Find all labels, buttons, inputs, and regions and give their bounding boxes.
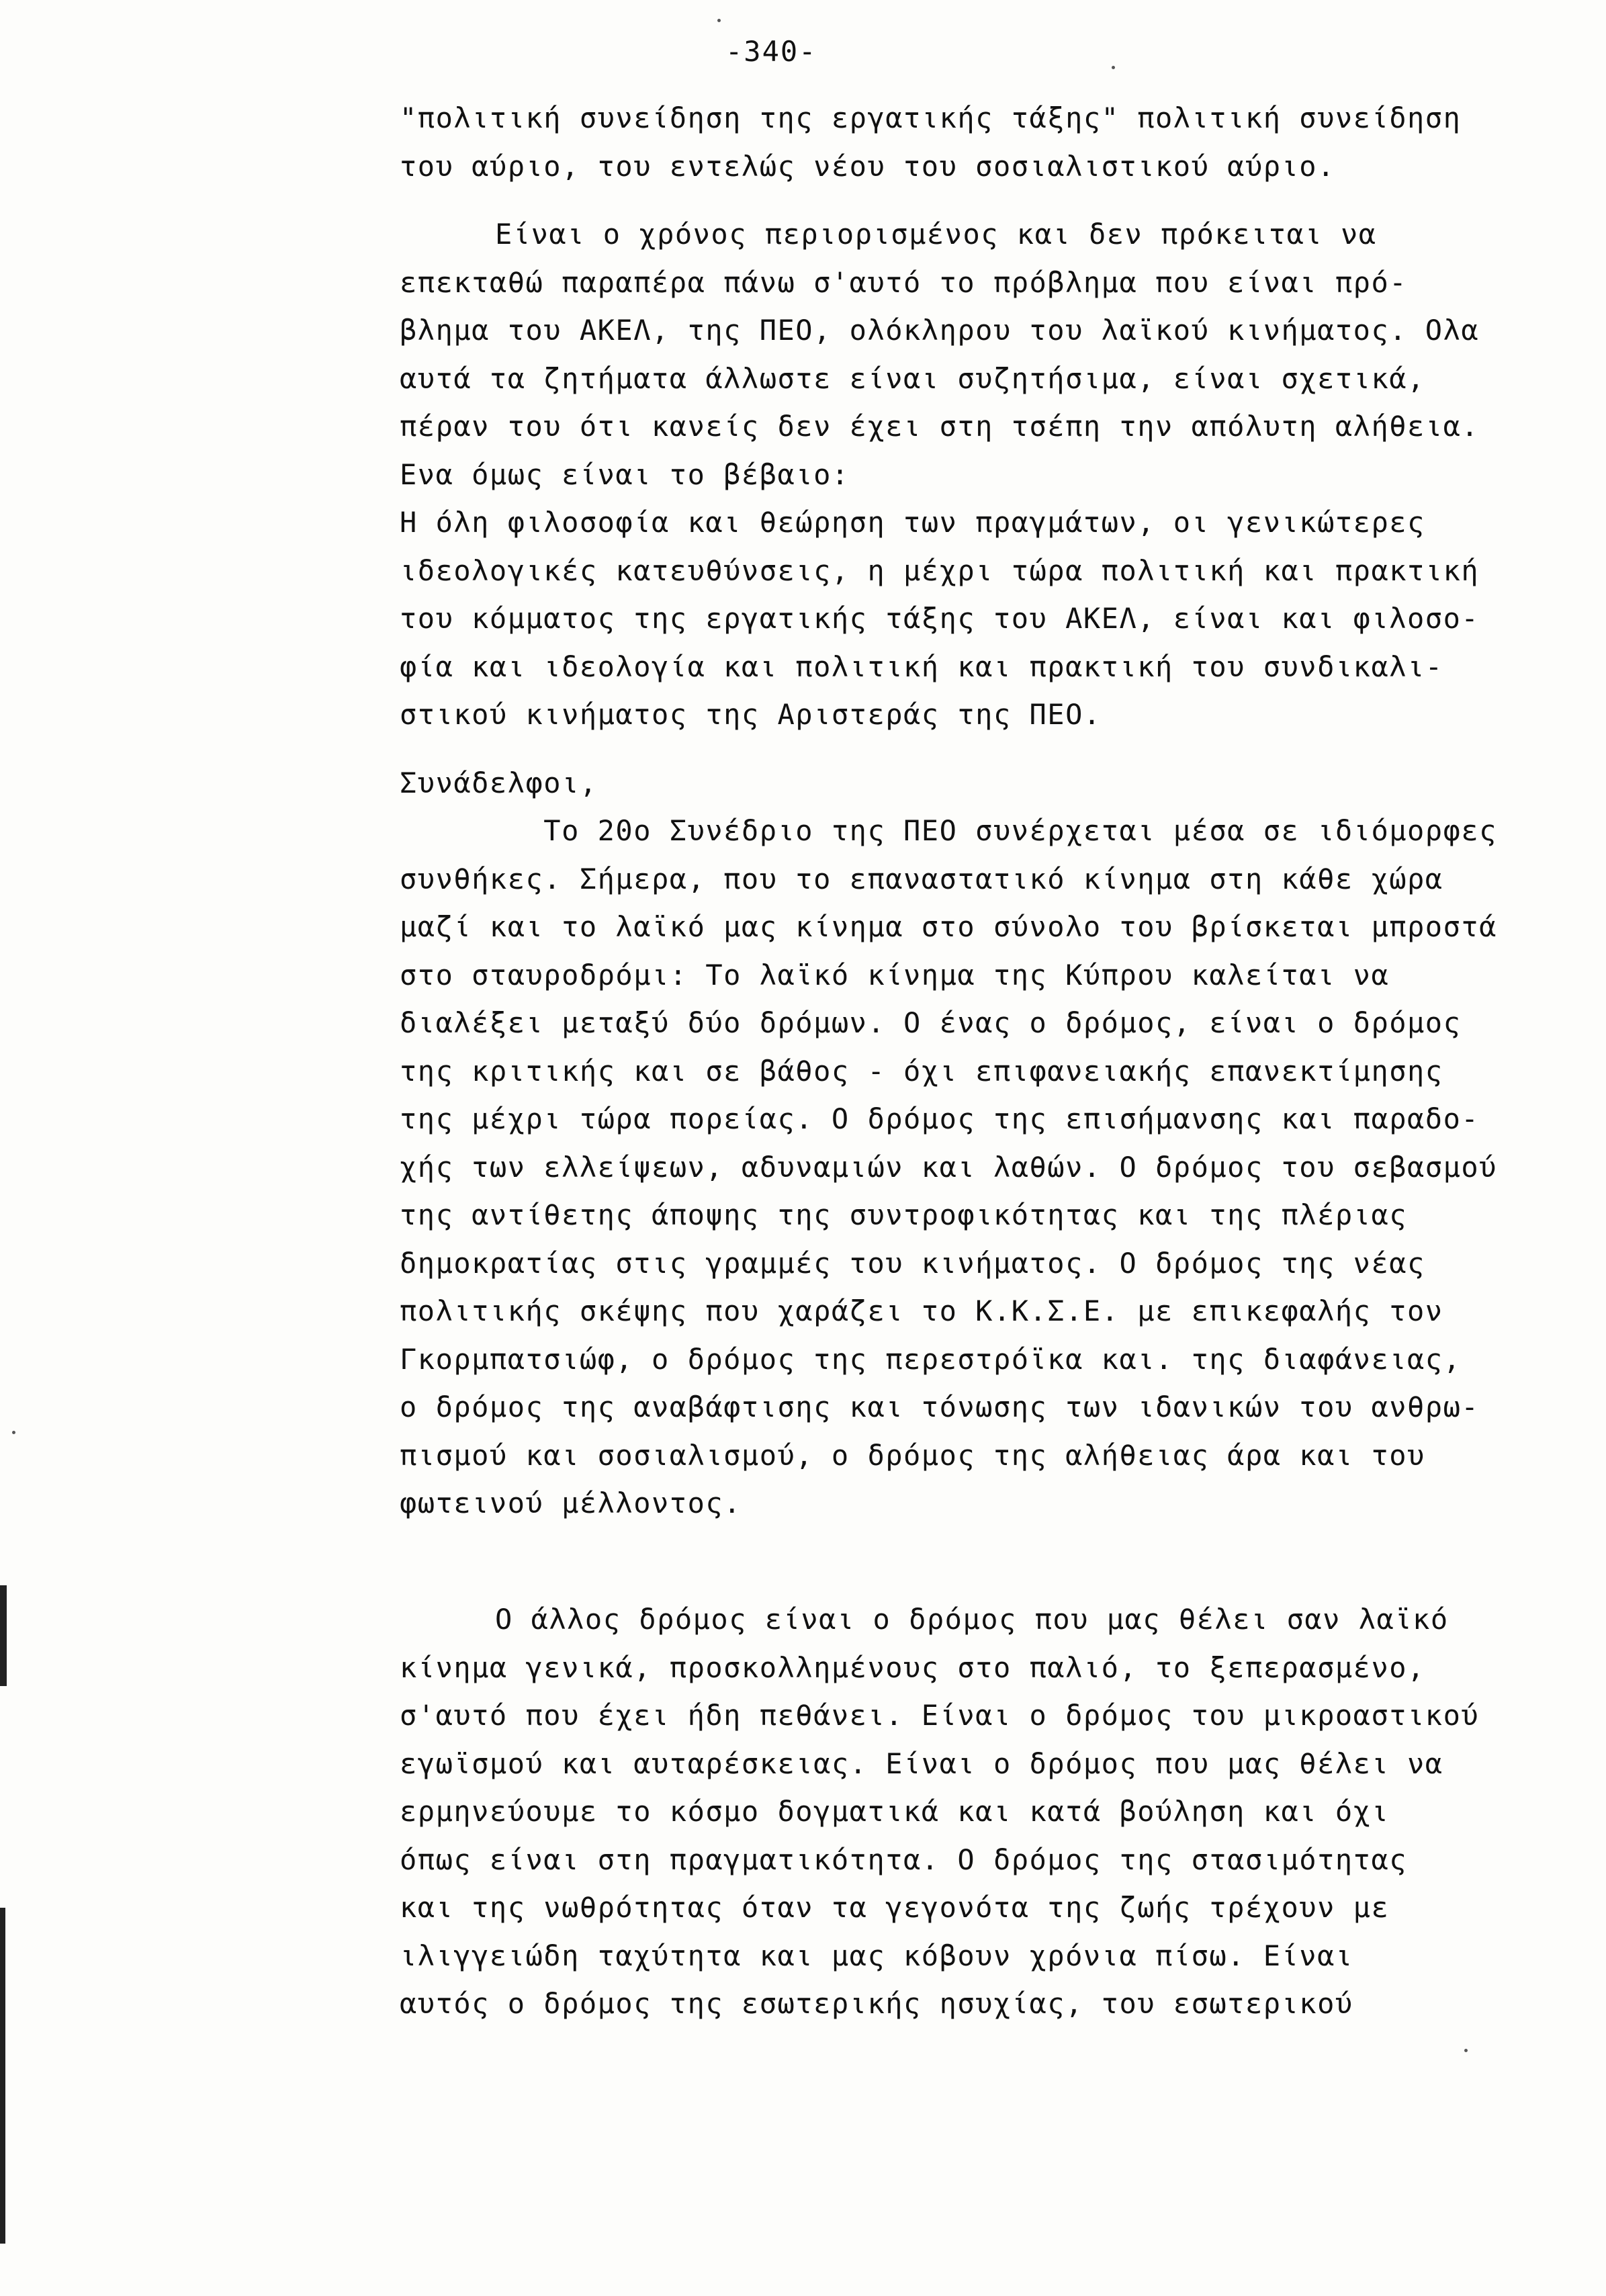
scan-speck xyxy=(1464,2049,1468,2052)
text-line: φωτεινού μέλλοντος. xyxy=(400,1487,742,1519)
text-line: βλημα του ΑΚΕΛ, της ΠΕΟ, ολόκληρου του λαϊκού κινήματος. Ολα xyxy=(400,314,1480,347)
text-line: μαζί και το λαϊκό μας κίνημα στο σύνολο του βρίσκεται μπροστά xyxy=(400,910,1497,943)
text-line: της κριτικής και σε βάθος - όχι επιφανειακής επανεκτίμησης xyxy=(400,1054,1443,1088)
paragraph xyxy=(400,759,1542,1576)
paragraph xyxy=(400,1595,1542,2028)
paragraph xyxy=(400,210,1542,739)
text-line: ιδεολογικές κατευθύνσεις, η μέχρι τώρα πολιτική και πρακτική xyxy=(400,554,1480,587)
text-line xyxy=(400,1528,1542,1576)
text-line: πισμού και σοσιαλισμού, ο δρόμος της αλήθειας άρα και του xyxy=(400,1438,1425,1472)
salutation: Συνάδελφοι, xyxy=(400,766,598,799)
body-text xyxy=(400,94,1542,2028)
text-line: διαλέξει μεταξύ δύο δρόμων. Ο ένας ο δρόμος, είναι ο δρόμος xyxy=(400,1006,1462,1039)
text-line: στικού κινήματος της Αριστεράς της ΠΕΟ. xyxy=(400,698,1102,731)
scan-edge-mark xyxy=(0,1585,7,1686)
text-line: σ'αυτό που έχει ήδη πεθάνει. Είναι ο δρόμος του μικροαστικού xyxy=(400,1699,1480,1732)
text-line: ερμηνεύουμε το κόσμο δογματικά και κατά βούληση και όχι xyxy=(400,1795,1390,1828)
text-line: κίνημα γενικά, προσκολλημένους στο παλιό, το ξεπερασμένο, xyxy=(400,1650,1425,1684)
text-line: Ο άλλος δρόμος είναι ο δρόμος που μας θέλει σαν λαϊκό xyxy=(495,1603,1449,1636)
text-line: ιλιγγειώδη ταχύτητα και μας κόβουν χρόνια πίσω. Είναι xyxy=(400,1939,1353,1972)
text-line: Η όλη φιλοσοφία και θεώρηση των πραγμάτων, οι γενικώτερες xyxy=(400,506,1425,539)
page-number: -340- xyxy=(725,35,817,68)
text-line: της μέχρι τώρα πορείας. Ο δρόμος της επισήμανσης και παραδο- xyxy=(400,1102,1480,1135)
scan-speck xyxy=(1112,66,1115,69)
text-line: εγωϊσμού και αυταρέσκειας. Είναι ο δρόμος που μας θέλει να xyxy=(400,1747,1443,1780)
text-line: Ενα όμως είναι το βέβαιο: xyxy=(400,457,850,491)
text-line: δημοκρατίας στις γραμμές του κινήματος. Ο δρόμος της νέας xyxy=(400,1246,1425,1280)
text-line: χής των ελλείψεων, αδυναμιών και λαθών. Ο δρόμος του σεβασμού xyxy=(400,1150,1497,1184)
scan-speck xyxy=(717,19,721,22)
text-line: της αντίθετης άποψης της συντροφικότητας και της πλέριας xyxy=(400,1198,1408,1231)
text-line: Το 20ο Συνέδριο της ΠΕΟ συνέρχεται μέσα σε ιδιόμορφες xyxy=(400,814,1497,847)
scan-speck xyxy=(12,1431,15,1434)
text-line: ο δρόμος της αναβάφτισης και τόνωσης των ιδανικών του ανθρω- xyxy=(400,1390,1480,1423)
text-line: και της νωθρότητας όταν τα γεγονότα της ζωής τρέχουν με xyxy=(400,1891,1390,1924)
text-line: αυτός ο δρόμος της εσωτερικής ησυχίας, του εσωτερικού xyxy=(400,1987,1353,2020)
paragraph xyxy=(400,94,1542,190)
text-line: στο σταυροδρόμι: Το λαϊκό κίνημα της Κύπρου καλείται να xyxy=(400,958,1390,991)
text-line: Γκορμπατσιώφ, ο δρόμος της περεστρόϊκα και. της διαφάνειας, xyxy=(400,1342,1462,1376)
text-line: πολιτικής σκέψης που χαράζει το Κ.Κ.Σ.Ε. με επικεφαλής τον xyxy=(400,1294,1443,1327)
text-line: συνθήκες. Σήμερα, που το επαναστατικό κίνημα στη κάθε χώρα xyxy=(400,862,1443,895)
text-line: όπως είναι στη πραγματικότητα. Ο δρόμος της στασιμότητας xyxy=(400,1843,1408,1876)
text-line: του κόμματος της εργατικής τάξης του ΑΚΕΛ, είναι και φιλοσο- xyxy=(400,602,1480,635)
text-line: Είναι ο χρόνος περιορισμένος και δεν πρόκειται να xyxy=(495,218,1377,251)
text-line: επεκταθώ παραπέρα πάνω σ'αυτό το πρόβλημα που είναι πρό- xyxy=(400,265,1408,299)
text-line: του αύριο, του εντελώς νέου του σοσιαλιστικού αύριο. xyxy=(400,149,1335,183)
text-line: φία και ιδεολογία και πολιτική και πρακτική του συνδικαλι- xyxy=(400,650,1443,683)
text-line: πέραν του ότι κανείς δεν έχει στη τσέπη την απόλυτη αλήθεια. xyxy=(400,410,1480,443)
scan-edge-mark xyxy=(0,1908,5,2244)
text-line: "πολιτική συνείδηση της εργατικής τάξης" πολιτική συνείδηση xyxy=(400,101,1462,134)
text-line: αυτά τα ζητήματα άλλωστε είναι συζητήσιμα, είναι σχετικά, xyxy=(400,361,1425,395)
